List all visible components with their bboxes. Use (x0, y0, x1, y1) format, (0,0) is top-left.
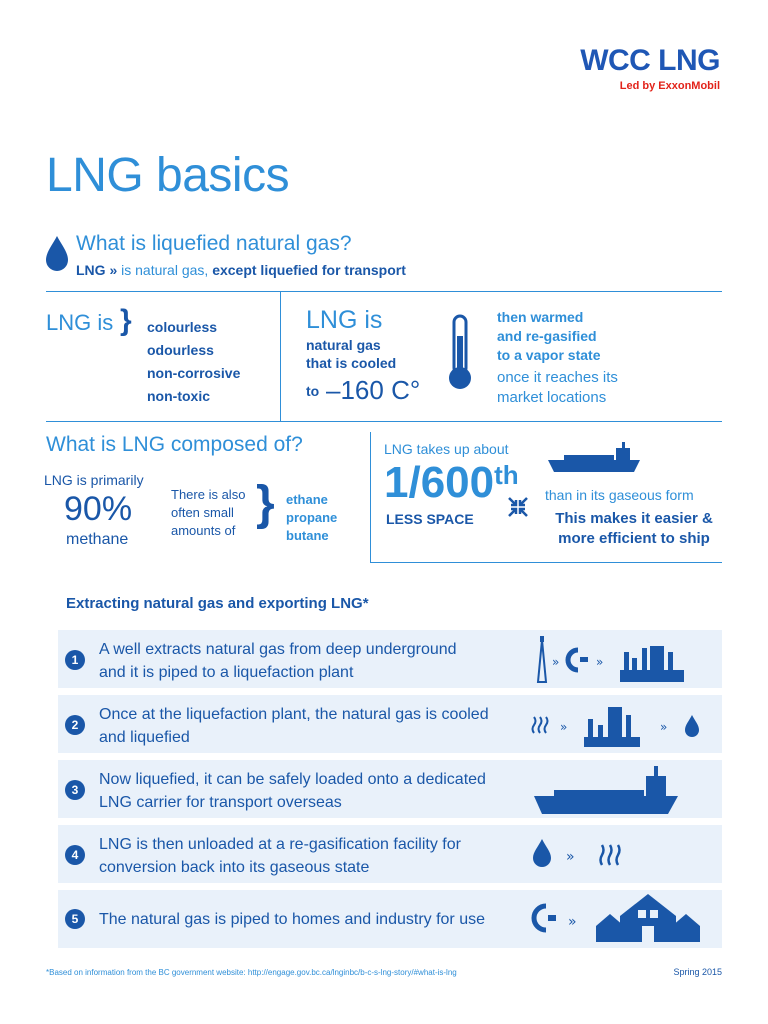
composition-brace: } (256, 477, 275, 530)
space-gaseous: than in its gaseous form (545, 487, 694, 503)
drop-icon (44, 234, 70, 274)
step-text (99, 768, 509, 814)
space-easier-line: This makes it easier & (555, 510, 713, 527)
gas-item: butane (286, 528, 329, 543)
step-number: 5 (65, 909, 85, 929)
step-line: The natural gas is piped to homes and industry for use (99, 911, 485, 928)
regasify-line: and re-gasified (497, 328, 597, 344)
space-easier (545, 509, 723, 549)
space-fraction-suffix: th (494, 460, 519, 490)
regasify-market (497, 368, 618, 408)
cooling-text (306, 336, 396, 372)
composition-methane: methane (66, 531, 129, 548)
properties-brace: } (120, 304, 132, 337)
gas-item: ethane (286, 492, 328, 507)
step-number: 3 (65, 780, 85, 800)
definition-middle: is natural gas, (117, 262, 213, 278)
step-line: LNG is then unloaded at a re-gasification facility for (99, 836, 461, 853)
process-step-2 (58, 695, 722, 753)
publication-date: Spring 2015 (673, 967, 722, 977)
svg-text:»: » (660, 720, 668, 734)
step-number: 4 (65, 845, 85, 865)
regasify-line: once it reaches its (497, 369, 618, 386)
composition-primarily: LNG is primarily (44, 472, 144, 488)
regasify-line: to a vapor state (497, 347, 601, 363)
cooling-line: that is cooled (306, 355, 397, 371)
logo (580, 44, 720, 92)
cooling-label: LNG is (306, 306, 383, 334)
composition-also (171, 486, 245, 540)
step-line: Now liquefied, it can be safely loaded onto a dedicated (99, 771, 486, 788)
divider (280, 291, 281, 421)
svg-text:»: » (560, 720, 568, 734)
step-text (99, 833, 509, 879)
property-item: non-toxic (147, 388, 210, 404)
composition-also-line: often small (171, 505, 234, 520)
thermometer-icon (447, 314, 473, 392)
property-item: colourless (147, 319, 218, 335)
process-step-1 (58, 630, 722, 688)
regasify-line: then warmed (497, 309, 584, 325)
well-icon (528, 630, 718, 688)
cooling-temperature: –160 C° (326, 375, 421, 405)
step-number: 2 (65, 715, 85, 735)
ship-icon (546, 440, 642, 474)
definition-question: What is liquefied natural gas? (76, 232, 352, 255)
space-fraction (384, 458, 519, 508)
composition-percent: 90% (64, 490, 133, 528)
process-title: Extracting natural gas and exporting LNG* (66, 595, 369, 612)
regasify-text (497, 308, 600, 365)
gas-item: propane (286, 510, 338, 525)
definition-lng-label: LNG (76, 262, 106, 278)
property-item: non-corrosive (147, 365, 241, 381)
step-line: Once at the liquefaction plant, the natural gas is cooled (99, 706, 489, 723)
svg-text:»: » (596, 655, 604, 669)
logo-tagline: Led by ExxonMobil (619, 80, 720, 92)
composition-also-line: amounts of (171, 523, 236, 538)
step-line: and it is piped to a liquefaction plant (99, 664, 354, 681)
logo-wordmark: WCC LNG (580, 44, 720, 77)
step-line: LNG carrier for transport overseas (99, 794, 342, 811)
property-item: odourless (147, 342, 214, 358)
houses-icon (528, 890, 718, 948)
svg-text:»: » (566, 849, 575, 865)
step-text (99, 638, 509, 684)
process-step-3 (58, 760, 722, 818)
cooling-line: natural gas (306, 337, 381, 353)
properties-list (147, 316, 240, 408)
footnote: *Based on information from the BC government website: http://engage.gov.bc.ca/lnginbc/b-c-s-lng-story/#what-is-lng (46, 968, 457, 977)
definition-arrow: » (109, 262, 118, 278)
drop-icon (528, 825, 718, 883)
process-step-5 (58, 890, 722, 948)
divider (46, 291, 722, 292)
composition-question: What is LNG composed of? (46, 433, 303, 456)
step-text (99, 908, 509, 931)
space-takes: LNG takes up about (384, 441, 509, 457)
space-less: LESS SPACE (386, 511, 474, 527)
process-step-4 (58, 825, 722, 883)
divider (46, 421, 722, 422)
definition-text (76, 262, 406, 278)
svg-text:»: » (552, 655, 560, 669)
step-line: conversion back into its gaseous state (99, 859, 370, 876)
step-text (99, 703, 509, 749)
regasify-line: market locations (497, 389, 607, 406)
cooling-to: to (306, 383, 320, 399)
divider (370, 562, 722, 563)
space-easier-line: more efficient to ship (558, 530, 710, 547)
ship-icon (528, 760, 718, 818)
definition-emphasis: except liquefied for transport (212, 262, 406, 278)
compress-icon (507, 496, 529, 518)
composition-gases (286, 491, 337, 545)
plant-icon (528, 695, 718, 753)
page-title: LNG basics (46, 149, 290, 202)
divider (370, 432, 371, 562)
step-line: and liquefied (99, 729, 190, 746)
composition-also-line: There is also (171, 487, 246, 502)
step-line: A well extracts natural gas from deep underground (99, 641, 457, 658)
step-number: 1 (65, 650, 85, 670)
space-fraction-value: 1/600 (384, 458, 495, 507)
properties-label: LNG is (46, 310, 114, 335)
svg-text:»: » (568, 914, 577, 930)
